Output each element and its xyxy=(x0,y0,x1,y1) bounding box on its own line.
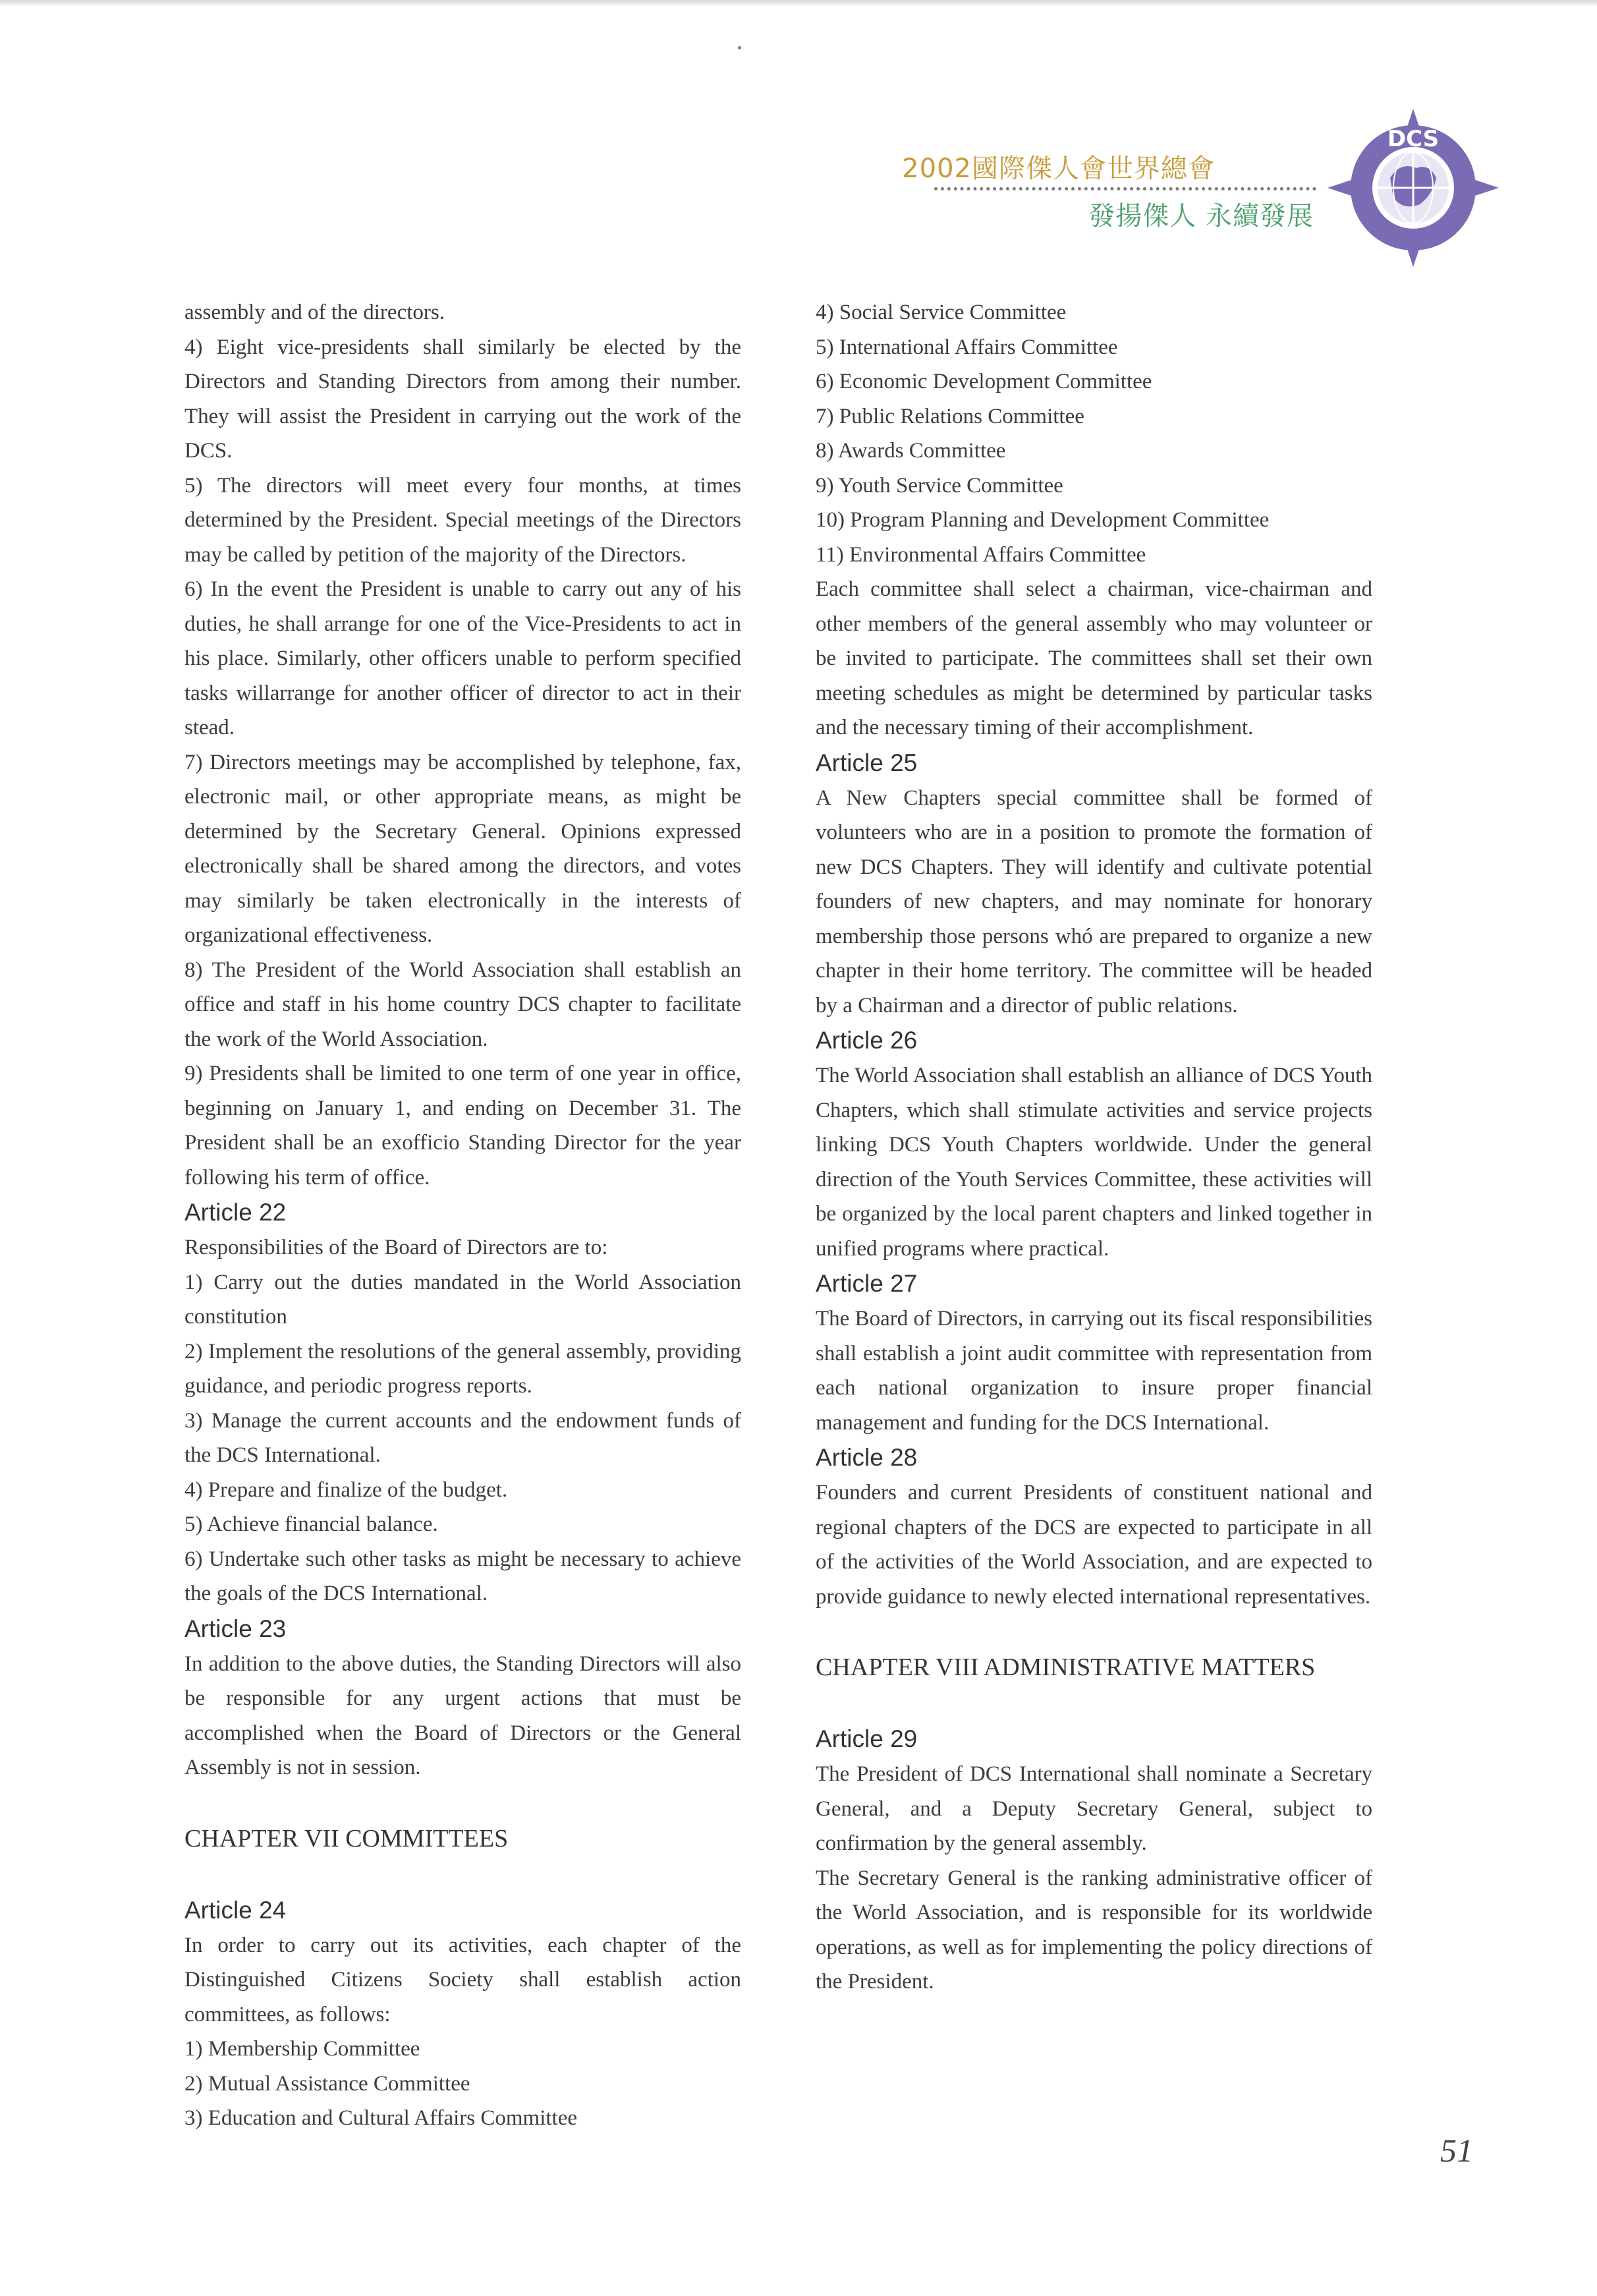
page-top-edge xyxy=(0,0,1597,7)
paragraph: 6) Undertake such other tasks as might be necessary to achieve the goals of the DCS International. xyxy=(184,1547,741,1605)
article-heading: Article 23 xyxy=(184,1615,287,1642)
header-slogan: 發揚傑人 永續發展 xyxy=(1088,201,1314,231)
dcs-logo-icon xyxy=(1324,105,1502,270)
article-heading: Article 29 xyxy=(816,1725,918,1752)
paragraph: 8) The President of the World Association shall establish an office and staff in his home country DCS chapter to facilitate the work of the World Association. xyxy=(184,958,741,1051)
paragraph: In order to carry out its activities, each chapter of the Distinguished Citizens Society shall establish action committees, as follows: xyxy=(184,1933,741,2026)
article-heading: Article 24 xyxy=(184,1896,287,1924)
paragraph: 2) Implement the resolutions of the general assembly, providing guidance, and periodic progress reports. xyxy=(184,1339,741,1398)
paragraph: 3) Education and Cultural Affairs Committee xyxy=(184,2106,578,2130)
paragraph: The President of DCS International shall nominate a Secretary General, and a Deputy Secretary General, subject to confirmation by the general assembly. xyxy=(816,1762,1372,1855)
paragraph: Each committee shall select a chairman, vice-chairman and other members of the general assembly who may volunteer or be invited to participate. The committees shall set their own meeting schedules as might be determined by particular tasks and the necessary timing of their accomplishment. xyxy=(816,577,1372,739)
paragraph: 9) Youth Service Committee xyxy=(816,473,1063,498)
header-divider xyxy=(934,187,1316,190)
paragraph: 11) Environmental Affairs Committee xyxy=(816,542,1146,567)
paragraph: 3) Manage the current accounts and the endowment funds of the DCS International. xyxy=(184,1408,741,1467)
header-title: 2002國際傑人會世界總會 xyxy=(902,154,1215,184)
paragraph: 1) Carry out the duties mandated in the World Association constitution xyxy=(184,1270,741,1329)
paragraph: In addition to the above duties, the Standing Directors will also be responsible for any urgent actions that must be accomplished when the Board of Directors or the General Assembly is not in session. xyxy=(184,1651,741,1779)
paragraph: 9) Presidents shall be limited to one term of one year in office, beginning on January 1, and ending on December 31. The President shall be an exofficio Standing Director for the year following his term of office. xyxy=(184,1062,741,1190)
paragraph: 5) Achieve financial balance. xyxy=(184,1512,438,1536)
print-dot xyxy=(738,46,741,49)
paragraph: 2) Mutual Assistance Committee xyxy=(184,2071,470,2096)
paragraph: Founders and current Presidents of constituent national and regional chapters of the DCS are expected to participate in all of the activities of the World Association, and are expected to provide guidance to newly elected international representatives. xyxy=(816,1481,1372,1609)
section-gap xyxy=(816,1686,1372,1721)
paragraph: 5) The directors will meet every four months, at times determined by the President. Special meetings of the Directors may be called by petition of the majority of the Directors. xyxy=(184,473,741,567)
page-number: 51 xyxy=(1440,2132,1473,2169)
section-gap xyxy=(816,1614,1372,1650)
section-gap xyxy=(184,1857,741,1893)
logo-text: DCS xyxy=(1387,126,1440,152)
paragraph: 4) Social Service Committee xyxy=(816,301,1067,324)
chapter-heading: CHAPTER VII COMMITTEES xyxy=(184,1824,509,1852)
article-heading: Article 26 xyxy=(816,1027,918,1054)
paragraph: A New Chapters special committee shall be formed of volunteers who are in a position to promote the formation of new DCS Chapters. They will identify and cultivate potential founders of new chapters, and may nominate for honorary membership those persons whó are prepared to organize a new chapter in their home territory. The committee will be headed by a Chairman and a director of public relations. xyxy=(816,786,1372,1018)
article-heading: Article 28 xyxy=(816,1444,918,1471)
paragraph: 4) Prepare and finalize of the budget. xyxy=(184,1478,508,1502)
paragraph: 7) Public Relations Committee xyxy=(816,404,1084,428)
paragraph: 5) International Affairs Committee xyxy=(816,335,1118,359)
paragraph: 1) Membership Committee xyxy=(184,2037,420,2061)
article-heading: Article 22 xyxy=(184,1199,287,1226)
paragraph: assembly and of the directors. xyxy=(184,301,445,324)
paragraph: 6) Economic Development Committee xyxy=(816,370,1152,393)
paragraph: The Secretary General is the ranking administrative officer of the World Association, and is responsible for its worldwide operations, as well as for implementing the policy directions of the President. xyxy=(816,1866,1372,1994)
paragraph: 4) Eight vice-presidents shall similarly be elected by the Directors and Standing Directors from among their number. They will assist the President in carrying out the work of the DCS. xyxy=(184,335,741,463)
paragraph: 10) Program Planning and Development Committee xyxy=(816,508,1270,532)
paragraph: 8) Awards Committee xyxy=(816,439,1006,463)
paragraph: 7) Directors meetings may be accomplished by telephone, fax, electronic mail, or other appropriate means, as might be determined by the Secretary General. Opinions expressed electronically shall be shared among the directors, and votes may similarly be taken electronically in the interests of organizational effectiveness. xyxy=(184,750,741,947)
right-column xyxy=(816,295,1372,1999)
chapter-heading: CHAPTER VIII ADMINISTRATIVE MATTERS xyxy=(816,1653,1316,1681)
left-column xyxy=(184,295,741,2136)
article-heading: Article 25 xyxy=(816,749,918,776)
paragraph: Responsibilities of the Board of Directors are to: xyxy=(184,1236,608,1259)
paragraph: The World Association shall establish an alliance of DCS Youth Chapters, which shall stimulate activities and service projects linking DCS Youth Chapters worldwide. Under the general direction of the Youth Services Committee, these activities will be organized by the local parent chapters and linked together in unified programs where practical. xyxy=(816,1064,1372,1261)
section-gap xyxy=(184,1785,741,1821)
paragraph: 6) In the event the President is unable to carry out any of his duties, he shall arrange for one of the Vice-Presidents to act in his place. Similarly, other officers unable to perform specified tasks willarrange for another officer of director to act in their stead. xyxy=(184,577,741,739)
paragraph: The Board of Directors, in carrying out its fiscal responsibilities shall establish a joint audit committee with representation from each national organization to insure proper financial management and funding for the DCS International. xyxy=(816,1307,1372,1435)
article-heading: Article 27 xyxy=(816,1270,918,1297)
